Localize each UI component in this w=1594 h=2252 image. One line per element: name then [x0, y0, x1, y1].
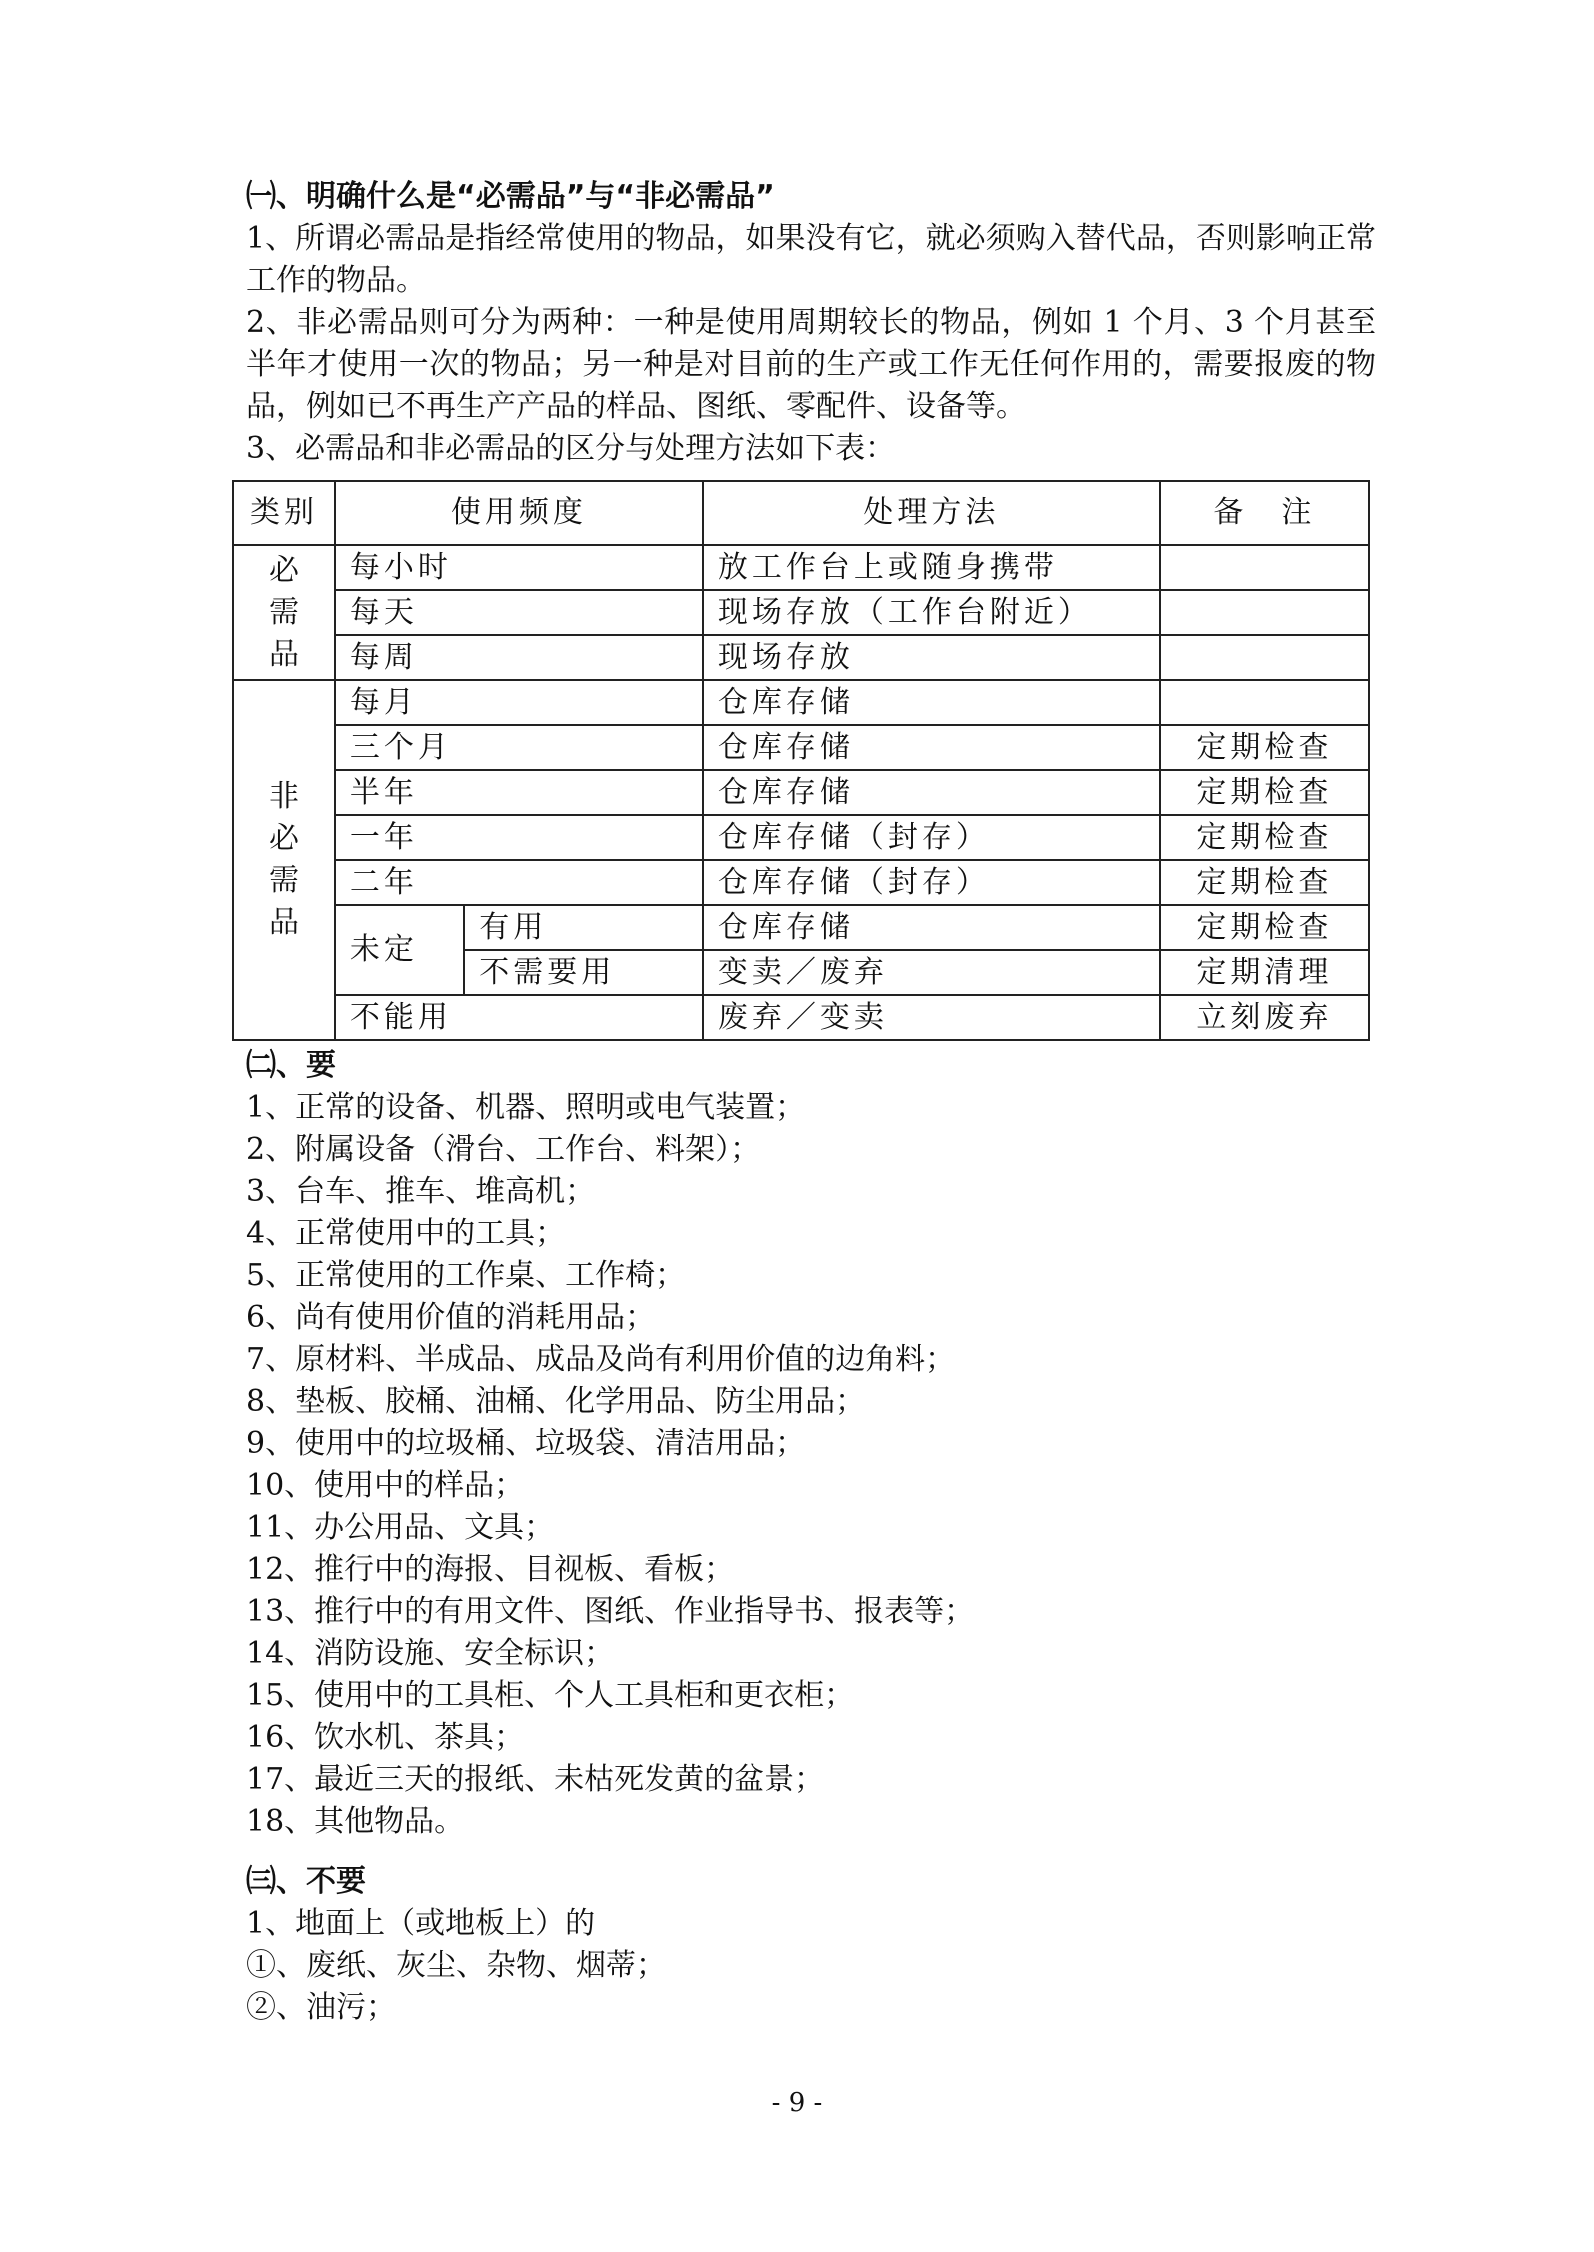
table-row [233, 635, 1369, 680]
list-item: 12、推行中的海报、目视板、看板； [246, 1552, 735, 1587]
method-cell: 仓库存储（封存） [703, 815, 1160, 860]
group-necessary-cell [233, 545, 335, 680]
table-row [233, 995, 1369, 1040]
note-cell: 定期检查 [1160, 725, 1369, 770]
table-row [233, 905, 1369, 950]
method-cell: 仓库存储 [703, 725, 1160, 770]
group-label-necessary: 必需品 [268, 552, 299, 672]
list-item: 4、正常使用中的工具； [246, 1216, 566, 1251]
frequency-cell: 一年 [335, 815, 703, 860]
section-heading-keep: ㈡、要 [246, 1048, 336, 1083]
discard-list [246, 1903, 1376, 2029]
list-item: 1、正常的设备、机器、照明或电气装置； [246, 1090, 806, 1125]
method-cell: 现场存放（工作台附近） [703, 590, 1160, 635]
note-cell: 定期检查 [1160, 770, 1369, 815]
note-cell: 立刻废弃 [1160, 995, 1369, 1040]
frequency-cell: 不需要用 [464, 950, 703, 995]
method-cell: 废弃／变卖 [703, 995, 1160, 1040]
table-row [233, 680, 1369, 725]
section-heading-necessary-definition: ㈠、明确什么是“必需品”与“非必需品” [246, 179, 775, 214]
method-cell: 放工作台上或随身携带 [703, 545, 1160, 590]
frequency-cell: 每小时 [335, 545, 703, 590]
header-category: 类别 [233, 481, 335, 545]
classification-table [232, 480, 1370, 1041]
frequency-cell: 不能用 [335, 995, 703, 1040]
list-item: 13、推行中的有用文件、图纸、作业指导书、报表等； [246, 1594, 975, 1629]
paragraph-necessary-definition: 1、所谓必需品是指经常使用的物品，如果没有它，就必须购入替代品，否则影响正常工作的物品。 [246, 221, 1376, 298]
list-item: 6、尚有使用价值的消耗用品； [246, 1300, 656, 1335]
group-label-unnecessary: 非必需品 [268, 779, 299, 940]
document-body [246, 176, 1376, 2029]
method-cell: 现场存放 [703, 635, 1160, 680]
paragraph-unnecessary-definition: 2、非必需品则可分为两种：一种是使用周期较长的物品，例如 1 个月、3 个月甚至半年才使用一次的物品；另一种是对目前的生产或工作无任何作用的，需要报废的物品，例如已不再生产产品的样品、图纸、零配件、设备等。 [246, 305, 1376, 424]
table-row [233, 725, 1369, 770]
list-item: 5、正常使用的工作桌、工作椅； [246, 1258, 686, 1293]
note-cell [1160, 590, 1369, 635]
header-frequency: 使用频度 [335, 481, 703, 545]
table-header-row [233, 481, 1369, 545]
frequency-cell: 二年 [335, 860, 703, 905]
note-cell [1160, 635, 1369, 680]
method-cell: 仓库存储 [703, 680, 1160, 725]
method-cell: 仓库存储 [703, 905, 1160, 950]
list-item: ②、油污； [246, 1990, 396, 2025]
table-row [233, 590, 1369, 635]
method-cell: 仓库存储 [703, 770, 1160, 815]
note-cell [1160, 545, 1369, 590]
group-unnecessary-cell [233, 680, 335, 1040]
frequency-cell: 有用 [464, 905, 703, 950]
paragraph-table-intro: 3、必需品和非必需品的区分与处理方法如下表： [246, 431, 896, 466]
list-item: 3、台车、推车、堆高机； [246, 1174, 596, 1209]
undetermined-cell: 未定 [335, 905, 464, 995]
table-row [233, 815, 1369, 860]
list-item: 10、使用中的样品； [246, 1468, 525, 1503]
list-item: 11、办公用品、文具； [246, 1510, 555, 1545]
note-cell: 定期检查 [1160, 860, 1369, 905]
list-item: 18、其他物品。 [246, 1804, 465, 1839]
header-note: 备 注 [1160, 481, 1369, 545]
list-item: ①、废纸、灰尘、杂物、烟蒂； [246, 1948, 666, 1983]
page-number: - 9 - [771, 2088, 823, 2118]
list-item: 17、最近三天的报纸、未枯死发黄的盆景； [246, 1762, 825, 1797]
frequency-cell: 半年 [335, 770, 703, 815]
section-heading-discard: ㈢、不要 [246, 1864, 366, 1899]
list-item: 16、饮水机、茶具； [246, 1720, 525, 1755]
header-method: 处理方法 [703, 481, 1160, 545]
list-item: 14、消防设施、安全标识； [246, 1636, 615, 1671]
table-row [233, 860, 1369, 905]
frequency-cell: 每月 [335, 680, 703, 725]
note-cell: 定期检查 [1160, 905, 1369, 950]
list-item: 9、使用中的垃圾桶、垃圾袋、清洁用品； [246, 1426, 806, 1461]
method-cell: 仓库存储（封存） [703, 860, 1160, 905]
frequency-cell: 每周 [335, 635, 703, 680]
note-cell [1160, 680, 1369, 725]
note-cell: 定期清理 [1160, 950, 1369, 995]
frequency-cell: 每天 [335, 590, 703, 635]
frequency-cell: 三个月 [335, 725, 703, 770]
list-item: 8、垫板、胶桶、油桶、化学用品、防尘用品； [246, 1384, 866, 1419]
list-item: 7、原材料、半成品、成品及尚有利用价值的边角料； [246, 1342, 956, 1377]
table-row [233, 770, 1369, 815]
method-cell: 变卖／废弃 [703, 950, 1160, 995]
list-item: 15、使用中的工具柜、个人工具柜和更衣柜； [246, 1678, 855, 1713]
keep-list [246, 1087, 1376, 1843]
list-item: 2、附属设备（滑台、工作台、料架）； [246, 1132, 761, 1167]
table-row [233, 545, 1369, 590]
list-item: 1、地面上（或地板上）的 [246, 1906, 596, 1941]
section-spacer [246, 1843, 1376, 1861]
note-cell: 定期检查 [1160, 815, 1369, 860]
